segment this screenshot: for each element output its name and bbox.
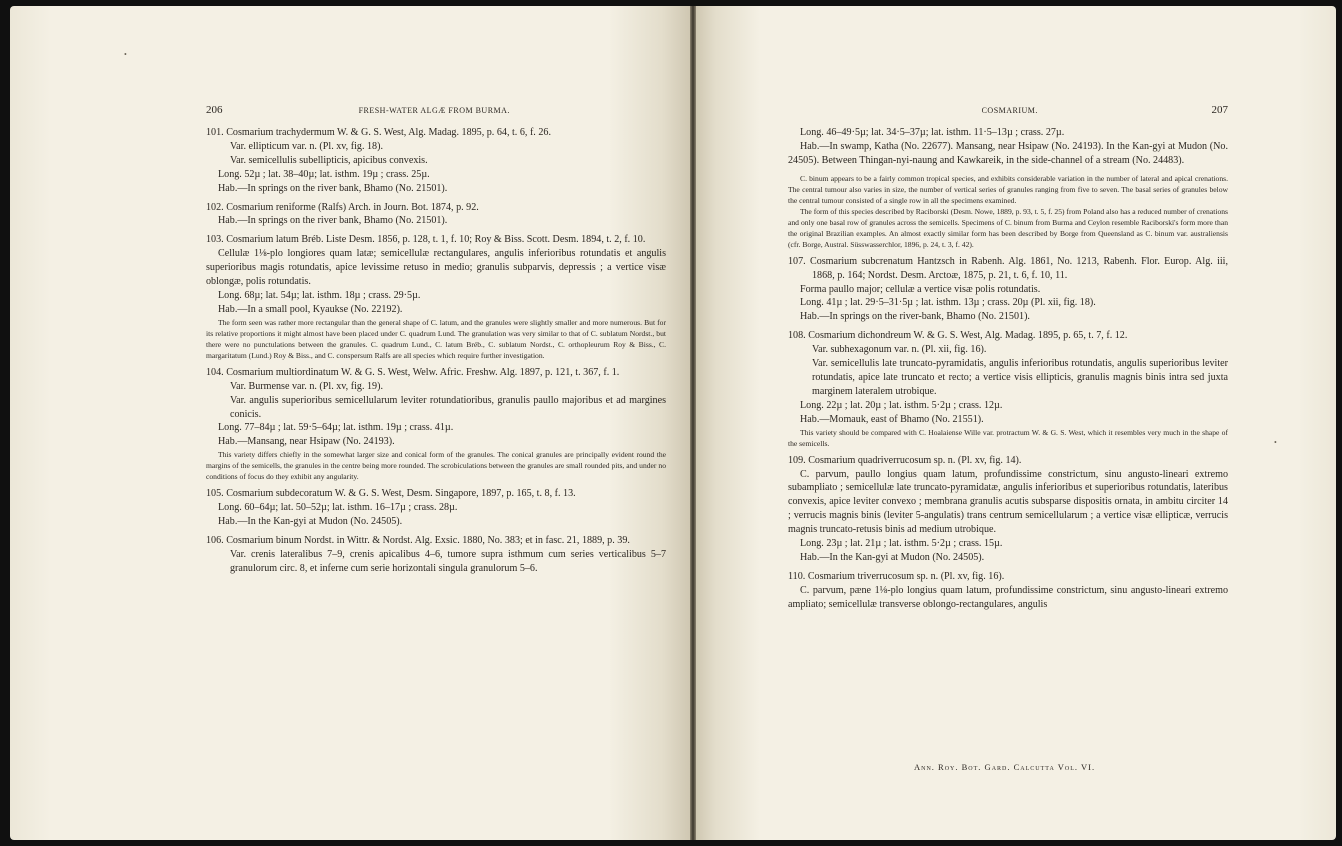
note-paragraph: C. binum appears to be a fairly common tropical species, and exhibits considerable variation in the number of lateral and apical crenations. The central tumour also varies in size, the number of vertical series of granules ranging from five to seven. The basal series of granules below the central tumour consisted of a single row in all the specimens examined. xyxy=(788,173,1228,205)
description-line: Var. semicellulis late truncato-pyramidatis, angulis inferioribus rotundatis, angulis superioribus leviter rotundatis, apice late truncato et recto; a vertice visis ellipticis, granulis magnis binis intra sed juxta marginem lateralem utrobique. xyxy=(812,358,1228,397)
entry-heading: 102. Cosmarium reniforme (Ralfs) Arch. in Journ. Bot. 1874, p. 92. xyxy=(206,201,479,213)
habitat-line: Hab.—In springs on the river bank, Bhamo (No. 21501). xyxy=(218,215,448,227)
note-paragraph: This variety differs chiefly in the somewhat larger size and conical form of the granules. The conical granules are principally evident round the margins of the semicells, the granules in the centre being more rounded. The scrobiculations between the granules are small rounded pits, and under no conditions of focus do they exhibit any angularity. xyxy=(206,450,666,482)
measurements-line: Long. 41µ ; lat. 29·5–31·5µ ; lat. isthm. 13µ ; crass. 20µ (Pl. xii, fig. 18). xyxy=(800,297,1096,309)
habitat-line: Hab.—In a small pool, Kyaukse (No. 22192). xyxy=(218,303,403,315)
note-paragraph: The form seen was rather more rectangular than the general shape of C. latum, and the granules were slightly smaller and more numerous. But for its relative proportions it might almost have been placed under C. quadrum Lund. The granulation was very similar to that of C. sublatum Nordst., but there were no punctulations between the granules. C. quadrum Lund., C. latum Bréb., C. sublatum Nordst., C. orthopleurum Roy & Biss., C. margaritatum (Lund.) Roy & Biss., and C. conspersum Ralfs are all species which require further investigation. xyxy=(206,317,666,360)
measurements-line: Long. 60–64µ; lat. 50–52µ; lat. isthm. 16–17µ ; crass. 28µ. xyxy=(218,502,458,514)
right-running-title: COSMARIUM. xyxy=(981,106,1038,115)
page-speck: • xyxy=(1274,438,1277,447)
measurements-line: Long. 22µ ; lat. 20µ ; lat. isthm. 5·2µ ; crass. 12µ. xyxy=(800,399,1003,411)
entry-heading: 101. Cosmarium trachydermum W. & G. S. West, Alg. Madag. 1895, p. 64, t. 6, f. 26. xyxy=(206,127,551,138)
entry-heading: 108. Cosmarium dichondreum W. & G. S. West, Alg. Madag. 1895, p. 65, t. 7, f. 12. xyxy=(788,330,1128,342)
habitat-line: Hab.—In springs on the river-bank, Bhamo (No. 21501). xyxy=(800,311,1030,323)
measurements-line: Long. 52µ ; lat. 38–40µ; lat. isthm. 19µ ; crass. 25µ. xyxy=(218,168,430,180)
left-text-column xyxy=(206,104,666,576)
note-paragraph: The form of this species described by Raciborski (Desm. Nowe, 1889, p. 93, t. 5, f. 25) from Poland also has a reduced number of crenations and only one basal row of granules across the semicells. Specimens of C. binum from Burma and Ceylon resemble Raciborski's form more than the original Brazilian examples. An almost exactly similar form has been described by Borge from Queensland as C. binum var. australiensis (cfr. Borge, Austral. Süsswasserchlor, 1896, p. 24, t. 3, f. 42). xyxy=(788,206,1228,249)
measurements-line: Long. 23µ ; lat. 21µ ; lat. isthm. 5·2µ ; crass. 15µ. xyxy=(800,538,1003,550)
entry-heading: 103. Cosmarium latum Bréb. Liste Desm. 1856, p. 128, t. 1, f. 10; Roy & Biss. Scott. Desm. 1894, t. 2, f. 10. xyxy=(206,234,646,246)
description-line: Var. angulis superioribus semicellularum leviter rotundatioribus, granulis paullo majoribus et ad margines conicis. xyxy=(230,394,666,420)
habitat-line: Hab.—In the Kan-gyi at Mudon (No. 24505). xyxy=(218,516,403,528)
left-page xyxy=(10,6,690,840)
habitat-line: Hab.—In swamp, Katha (No. 22677). Mansang, near Hsipaw (No. 24193). In the Kan-gyi at Mudon (No. 24505). Between Thingan-nyi-naung and Kawkareik, in the side-channel of a stream (No. 24483). xyxy=(788,140,1228,166)
description-paragraph: C. parvum, paullo longius quam latum, profundissime constrictum, sinu angusto-lineari extremo subampliato ; semicellulæ late truncato-pyramidatæ, angulis inferioribus et superioribus rotundatis, lateribus convexis, apice leviter convexo ; membrana granulis acutis subsparse dispositis ornata, in ambitu circiter 14 ; verrucis magnis binis (leviter 5-angulatis) trans centrum semicellularum ; a vertice visæ ellipticæ, verrucis magnis truncato-retusis binis ad medium utrobique. xyxy=(788,468,1228,536)
measurements-line: Long. 77–84µ ; lat. 59·5–64µ; lat. isthm. 19µ ; crass. 41µ. xyxy=(218,422,454,434)
habitat-line: Hab.—Momauk, east of Bhamo (No. 21551). xyxy=(800,413,984,425)
entry-heading: 109. Cosmarium quadriverrucosum sp. n. (Pl. xv, fig. 14). xyxy=(788,454,1022,466)
left-running-head xyxy=(206,104,666,116)
right-running-head xyxy=(788,104,1228,116)
right-page-number: 207 xyxy=(1211,104,1228,116)
description-line: Var. semicellulis subellipticis, apicibus convexis. xyxy=(230,154,428,166)
measurements-line: Long. 46–49·5µ; lat. 34·5–37µ; lat. isthm. 11·5–13µ ; crass. 27µ. xyxy=(800,127,1065,138)
entry-heading: 106. Cosmarium binum Nordst. in Wittr. & Nordst. Alg. Exsic. 1880, No. 383; et in fasc. 21, 1889, p. 39. xyxy=(206,534,630,546)
description-paragraph: Cellulæ 1⅛-plo longiores quam latæ; semicellulæ rectangulares, angulis inferioribus rotundatis et angulis superioribus magis rotundatis, apice levissime retuso in medio; granulis subparvis, depressis ; a vertice visæ oblongæ, polis rotundatis. xyxy=(206,248,666,288)
variety-line: Var. ellipticum var. n. (Pl. xv, fig. 18). xyxy=(230,140,383,152)
habitat-line: Hab.—In springs on the river bank, Bhamo (No. 21501). xyxy=(218,182,448,194)
page-speck: • xyxy=(124,50,127,59)
habitat-line: Hab.—Mansang, near Hsipaw (No. 24193). xyxy=(218,436,395,448)
entry-heading: 107. Cosmarium subcrenatum Hantzsch in Rabenh. Alg. 1861, No. 1213, Rabenh. Flor. Europ. Alg. iii, 1868, p. 164; Nordst. Desm. Arctoæ, 1875, p. 21, t. 6, f. 10, 11. xyxy=(788,255,1228,281)
description-paragraph: C. parvum, pæne 1⅛-plo longius quam latum, profundissime constrictum, sinu angusto-lineari extremo ampliato; semicellulæ transverse oblongo-rectangulares, angulis xyxy=(788,584,1228,610)
entry-heading: 110. Cosmarium triverrucosum sp. n. (Pl. xv, fig. 16). xyxy=(788,570,1005,582)
page-footer: Ann. Roy. Bot. Gard. Calcutta Vol. VI. xyxy=(914,762,1096,772)
description-line: Forma paullo major; cellulæ a vertice visæ polis rotundatis. xyxy=(800,283,1041,295)
left-page-number: 206 xyxy=(206,104,223,116)
entry-heading: 104. Cosmarium multiordinatum W. & G. S. West, Welw. Afric. Freshw. Alg. 1897, p. 121, t. 367, f. 1. xyxy=(206,366,620,378)
right-page xyxy=(696,6,1336,840)
variety-line: Var. subhexagonum var. n. (Pl. xii, fig. 16). xyxy=(812,344,987,356)
right-text-column xyxy=(788,104,1228,612)
note-paragraph: This variety should be compared with C. Hoalaiense Wille var. protractum W. & G. S. West, which it resembles very much in the shape of the semicells. xyxy=(788,427,1228,448)
variety-line: Var. Burmense var. n. (Pl. xv, fig. 19). xyxy=(230,380,383,392)
habitat-line: Hab.—In the Kan-gyi at Mudon (No. 24505). xyxy=(800,551,985,563)
description-line: Var. crenis lateralibus 7–9, crenis apicalibus 4–6, tumore supra isthmum cum series verticalibus 5–7 granulorum circ. 8, et inferne cum serie horizontali singula granulorum 5–6. xyxy=(230,548,666,574)
left-running-title: FRESH-WATER ALGÆ FROM BURMA. xyxy=(358,106,510,115)
measurements-line: Long. 68µ; lat. 54µ; lat. isthm. 18µ ; crass. 29·5µ. xyxy=(218,289,421,301)
entry-heading: 105. Cosmarium subdecoratum W. & G. S. West, Desm. Singapore, 1897, p. 165, t. 8, f. 13. xyxy=(206,488,576,500)
